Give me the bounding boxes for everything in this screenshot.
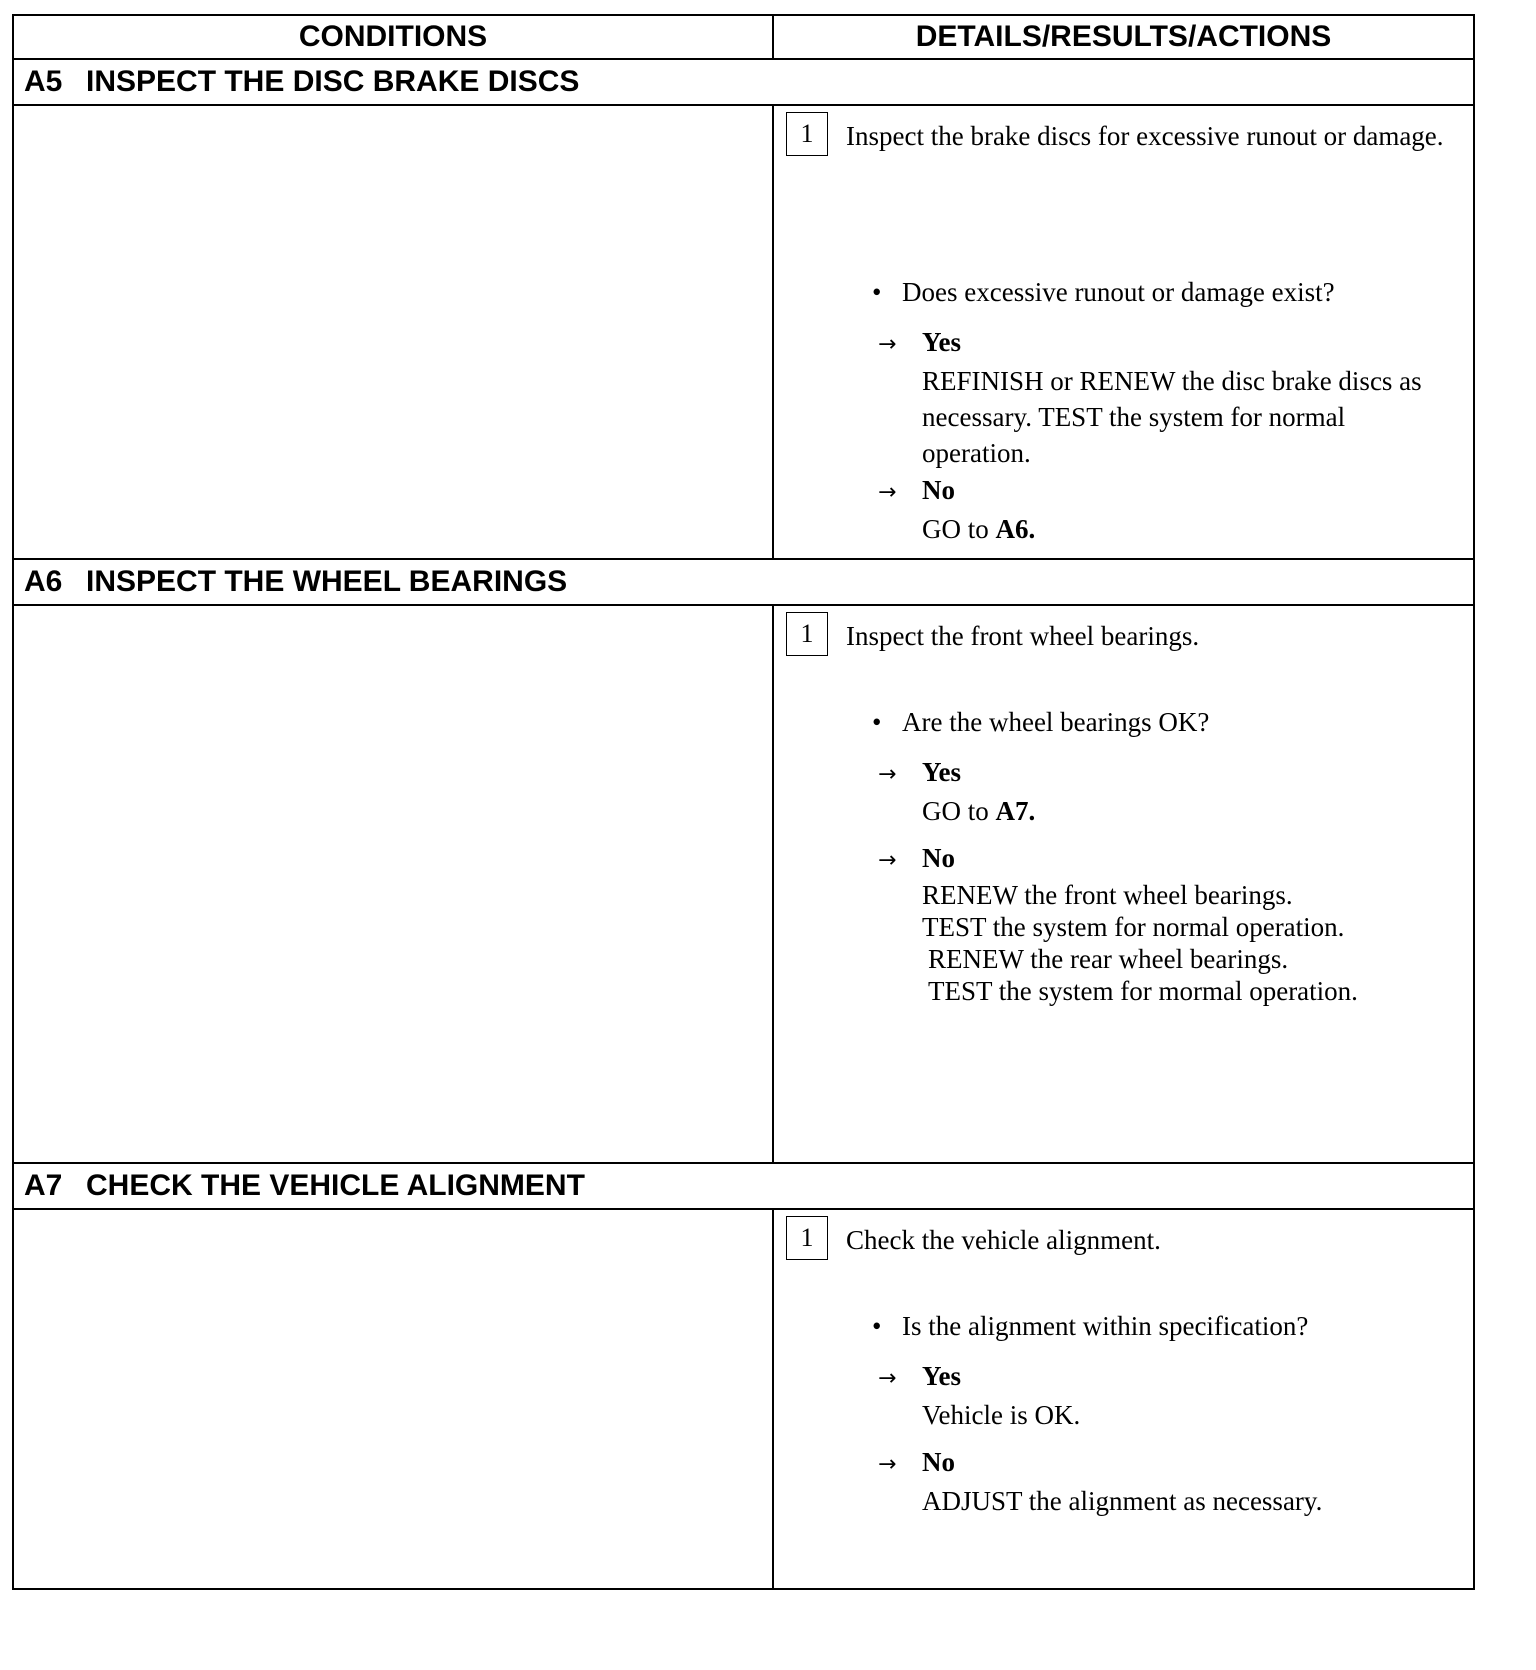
answer-action: REFINISH or RENEW the disc brake discs as necessary. TEST the system for normal operation.	[922, 366, 1422, 468]
step-heading: CHECK THE VEHICLE ALIGNMENT	[86, 1169, 585, 1202]
answer-label: No	[922, 1447, 955, 1477]
step-heading: INSPECT THE WHEEL BEARINGS	[86, 565, 568, 598]
details-cell	[774, 1210, 1473, 1588]
question	[872, 1308, 1453, 1344]
details-cell	[774, 106, 1473, 558]
conditions-header: CONDITIONS	[298, 20, 488, 53]
step-title-a5	[14, 60, 1473, 106]
step-number-box: 1	[786, 612, 828, 656]
step-body-a7	[14, 1210, 1473, 1588]
answer-label: No	[922, 475, 955, 505]
conditions-cell	[14, 606, 774, 1162]
step-number-box: 1	[786, 112, 828, 156]
arrow-right-icon: →	[878, 1366, 897, 1391]
instruction-text: Inspect the brake discs for excessive runout or damage.	[846, 121, 1444, 151]
answer-yes	[878, 1358, 1453, 1433]
answer-yes	[878, 754, 1453, 829]
step-heading: INSPECT THE DISC BRAKE DISCS	[86, 65, 580, 98]
bullet-icon: •	[872, 1311, 882, 1341]
question	[872, 274, 1453, 310]
answer-action: GO to A6.	[922, 514, 1036, 544]
answer-yes	[878, 324, 1453, 471]
conditions-cell	[14, 1210, 774, 1588]
question-text: Does excessive runout or damage exist?	[902, 277, 1335, 307]
bullet-icon: •	[872, 707, 882, 737]
question-text: Are the wheel bearings OK?	[902, 707, 1210, 737]
step-title-a7	[14, 1164, 1473, 1210]
answer-label: No	[922, 843, 955, 873]
step-code: A5	[24, 65, 63, 98]
arrow-right-icon: →	[878, 332, 897, 357]
details-header: DETAILS/RESULTS/ACTIONS	[915, 20, 1332, 53]
conditions-cell	[14, 106, 774, 558]
step-body-a5	[14, 106, 1473, 560]
answer-action-line: RENEW the rear wheel bearings.	[928, 944, 1289, 974]
step-body-a6	[14, 606, 1473, 1164]
step-code: A6	[24, 565, 63, 598]
question-text: Is the alignment within specification?	[902, 1311, 1309, 1341]
answer-action-line: RENEW the front wheel bearings.	[922, 880, 1293, 910]
instruction-text: Check the vehicle alignment.	[846, 1225, 1161, 1255]
answer-no	[878, 840, 1453, 1007]
answer-no	[878, 472, 1453, 547]
diagnostic-table	[12, 14, 1475, 1590]
table-header	[14, 16, 1473, 60]
answer-action: GO to A7.	[922, 796, 1036, 826]
answer-action-line: TEST the system for normal operation.	[922, 912, 1345, 942]
question	[872, 704, 1453, 740]
answer-action: Vehicle is OK.	[922, 1400, 1081, 1430]
details-cell	[774, 606, 1473, 1162]
instruction-text: Inspect the front wheel bearings.	[846, 621, 1200, 651]
arrow-right-icon: →	[878, 1452, 897, 1477]
answer-no	[878, 1444, 1453, 1519]
arrow-right-icon: →	[878, 848, 897, 873]
step-code: A7	[24, 1169, 63, 1202]
arrow-right-icon: →	[878, 762, 897, 787]
answer-label: Yes	[922, 327, 961, 357]
bullet-icon: •	[872, 277, 882, 307]
step-reference: A7.	[995, 796, 1036, 826]
answer-label: Yes	[922, 1361, 961, 1391]
arrow-right-icon: →	[878, 480, 897, 505]
step-number-box: 1	[786, 1216, 828, 1260]
answer-action: ADJUST the alignment as necessary.	[922, 1486, 1323, 1516]
answer-label: Yes	[922, 757, 961, 787]
step-reference: A6.	[995, 514, 1036, 544]
answer-action-line: TEST the system for mormal operation.	[928, 976, 1358, 1006]
step-title-a6	[14, 560, 1473, 606]
